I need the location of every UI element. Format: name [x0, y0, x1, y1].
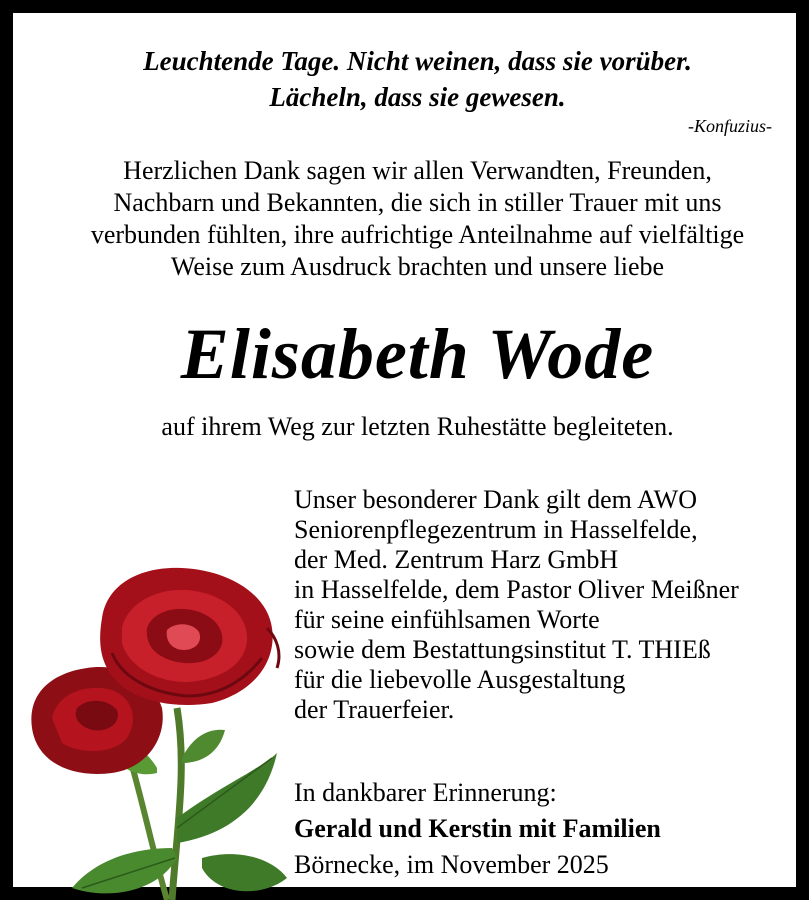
special-thanks-line: für seine einfühlsamen Worte	[294, 605, 600, 634]
signoff-family: Gerald und Kerstin mit Familien	[294, 814, 661, 843]
thanks-line: Herzlichen Dank sagen wir allen Verwandten, Freunden,	[123, 156, 712, 185]
quote-line-2: Lächeln, dass sie gewesen.	[269, 82, 566, 112]
special-thanks-line: der Med. Zentrum Harz GmbH	[294, 545, 619, 574]
quote-line-1: Leuchtende Tage. Nicht weinen, dass sie vorüber.	[143, 46, 692, 76]
after-name-text: auf ihrem Weg zur letzten Ruhestätte begleiteten.	[161, 412, 674, 441]
signoff	[294, 775, 804, 883]
thanks-paragraph	[26, 155, 809, 283]
special-thanks	[294, 485, 804, 725]
signoff-place-date: Börnecke, im November 2025	[294, 850, 609, 879]
special-thanks-line: in Hasselfelde, dem Pastor Oliver Meißner	[294, 575, 739, 604]
quote-attribution: -Konfuzius-	[687, 116, 772, 136]
special-thanks-line: der Trauerfeier.	[294, 695, 455, 724]
signoff-intro: In dankbarer Erinnerung:	[294, 778, 557, 807]
deceased-name: Elisabeth Wode	[180, 314, 655, 394]
thanks-line: Nachbarn und Bekannten, die sich in stiller Trauer mit uns	[113, 188, 722, 217]
thanks-line: Weise zum Ausdruck brachten und unsere liebe	[170, 252, 665, 281]
special-thanks-line: Unser besonderer Dank gilt dem AWO	[294, 485, 697, 514]
special-thanks-line: Seniorenpflegezentrum in Hasselfelde,	[294, 515, 698, 544]
thanks-line: verbunden fühlten, ihre aufrichtige Anteilnahme auf vielfältige	[90, 220, 745, 249]
special-thanks-line: für die liebevolle Ausgestaltung	[294, 665, 626, 694]
red-roses-icon	[27, 558, 287, 900]
special-thanks-line: sowie dem Bestattungsinstitut T. THIEß	[294, 635, 711, 664]
